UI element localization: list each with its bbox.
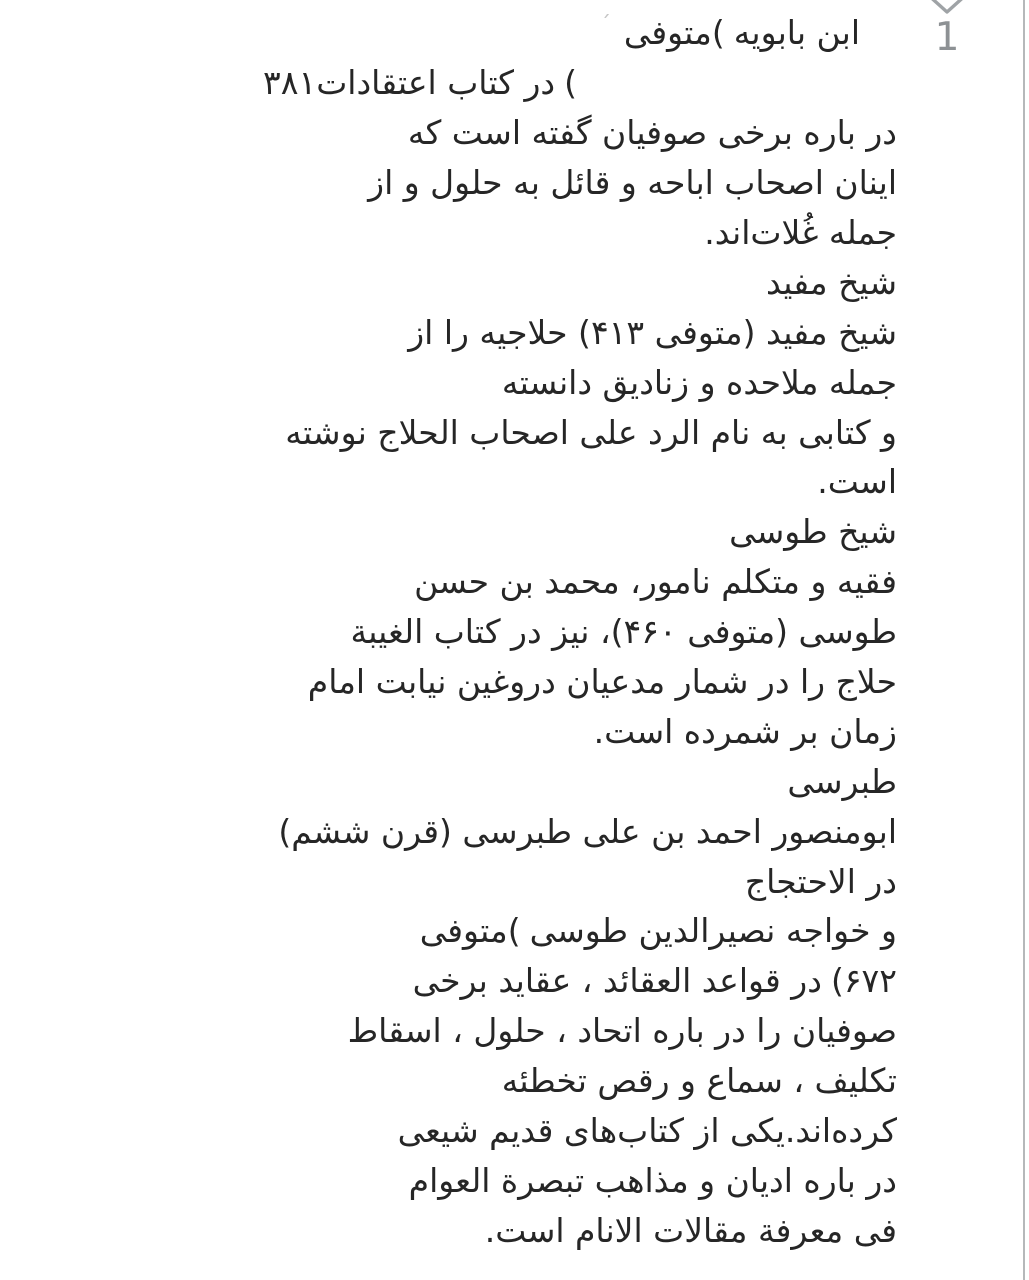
line-segment: متوفی [419, 911, 508, 951]
text-line [0, 357, 1029, 407]
line-text: فقیه و متکلم نامور، محمد بن حسن [414, 562, 897, 602]
line-segment: در کتاب اعتقادات [316, 63, 556, 103]
line-text: زمان بر شمرده است. [593, 711, 897, 751]
paren-mark: ( [564, 63, 577, 103]
text-line [0, 457, 1029, 507]
section-heading [0, 507, 1029, 557]
line-text: در باره برخی صوفیان گفته است که [407, 113, 897, 153]
text-line [0, 956, 1029, 1006]
line-text: حلاج را در شمار مدعیان دروغین نیابت امام [307, 662, 897, 702]
line-text: اینان اصحاب اباحه و قائل به حلول و از [368, 163, 897, 203]
line-segment: ابن بابویه [733, 13, 860, 53]
text-line [0, 407, 1029, 457]
text-line [0, 1155, 1029, 1205]
page-number-badge: 1 [934, 15, 960, 60]
text-line [0, 1006, 1029, 1056]
line-text: در باره ادیان و مذاهب تبصرة العوام [408, 1160, 897, 1200]
line-text: و کتابی به نام الرد علی اصحاب الحلاج نوشته [285, 412, 897, 452]
faint-superscript-mark: ˊ [600, 11, 611, 36]
paren-mark: ( [830, 961, 844, 1001]
text-line [0, 657, 1029, 707]
text-column [0, 8, 1029, 1255]
section-heading [0, 257, 1029, 307]
line-text: طبرسی [787, 761, 897, 801]
text-line [0, 806, 1029, 856]
line-text: شیخ مفید [765, 262, 897, 302]
line-text: ابومنصور احمد بن علی طبرسی (قرن ششم) [278, 811, 897, 851]
line-segment: و خواجه نصیرالدین طوسی [529, 911, 897, 951]
line-text: کرده‌اند.یکی از کتاب‌های قدیم شیعی [397, 1111, 897, 1151]
text-line [0, 8, 1029, 58]
text-line [0, 607, 1029, 657]
text-line [0, 1056, 1029, 1106]
text-line [0, 307, 1029, 357]
line-text: جمله ملاحده و زنادیق دانسته [501, 362, 897, 402]
line-text: است. [817, 462, 897, 502]
paren-mark: ( [711, 13, 725, 53]
text-line [0, 1205, 1029, 1255]
line-text: صوفیان را در باره اتحاد ، حلول ، اسقاط [347, 1011, 897, 1051]
line-text: فی معرفة مقالات الانام است. [484, 1210, 897, 1250]
text-line [0, 208, 1029, 258]
text-line [0, 108, 1029, 158]
line-text: طوسی (متوفی ۴۶۰)، نیز در کتاب الغیبة [350, 612, 897, 652]
section-heading [0, 756, 1029, 806]
paren-mark: ( [507, 911, 521, 951]
year-number: ۳۸۱ [263, 63, 317, 103]
text-line [0, 58, 1029, 108]
text-line [0, 158, 1029, 208]
line-text: جمله غُلات‌اند. [704, 213, 897, 252]
text-line [0, 906, 1029, 956]
line-text: شیخ طوسی [729, 512, 897, 552]
text-line [0, 706, 1029, 756]
line-segment: در قواعد العقائد ، عقاید برخی [412, 961, 822, 1001]
text-line [0, 1106, 1029, 1156]
text-line [0, 856, 1029, 906]
line-text: در الاحتجاج [744, 861, 897, 901]
line-segment: متوفی [623, 13, 712, 53]
text-line [0, 557, 1029, 607]
line-text: شیخ مفید (متوفی ۴۱۳) حلاجیه را از [408, 312, 897, 352]
year-number: ۶۷۲ [843, 961, 897, 1001]
line-text: تکلیف ، سماع و رقص تخطئه [501, 1061, 897, 1101]
